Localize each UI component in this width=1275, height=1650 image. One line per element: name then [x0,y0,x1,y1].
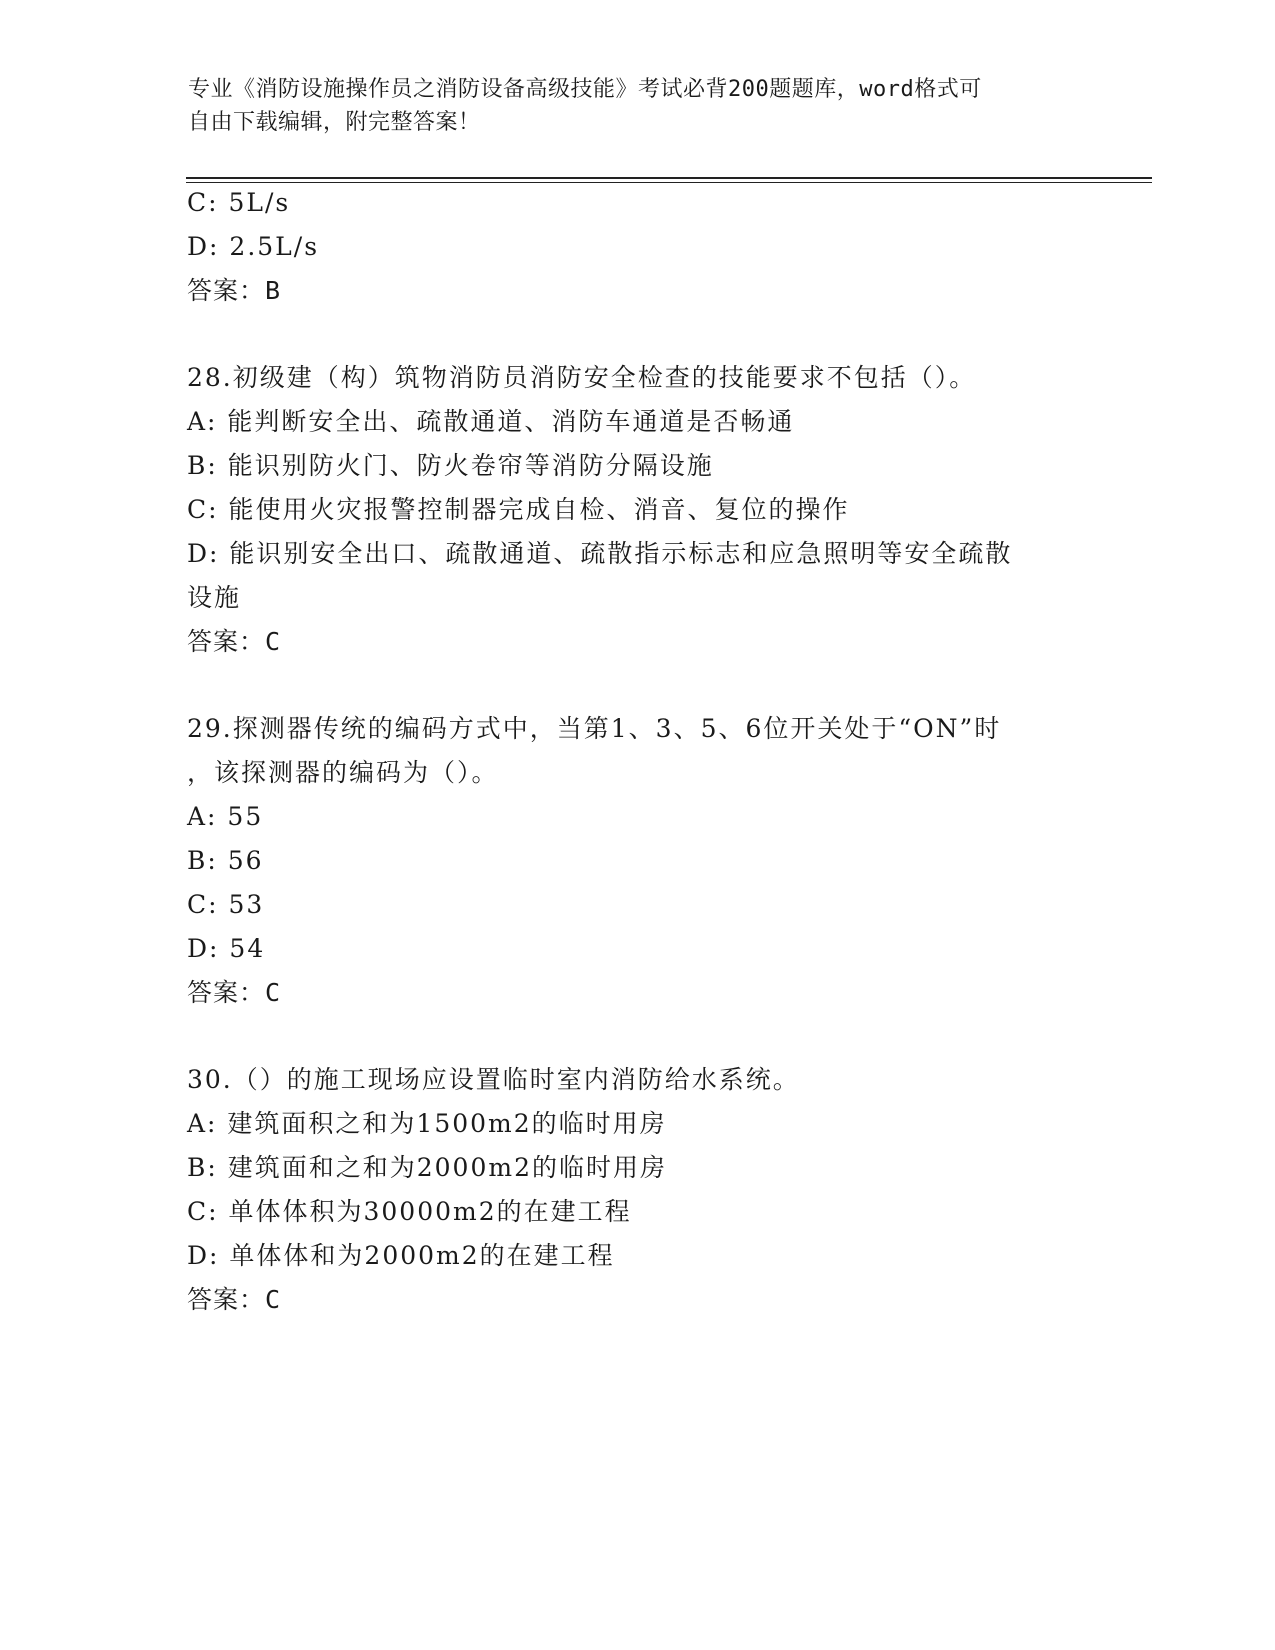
prev-question-option-c: C: 5L/s [187,188,291,217]
question-29-option-c: C: 53 [187,890,265,919]
question-29-stem-continued: ，该探测器的编码为（）。 [187,758,499,787]
question-28-option-c: C: 能使用火灾报警控制器完成自检、消音、复位的操作 [187,495,850,524]
question-29-option-b: B: 56 [187,846,264,875]
header-title-line-2: 自由下载编辑，附完整答案！ [188,110,481,135]
question-28-answer: 答案：C [187,627,282,656]
question-29-option-a: A: 55 [187,802,264,831]
header-title-line-1: 专业《消防设施操作员之消防设备高级技能》考试必背200题题库，word格式可 [188,77,982,102]
question-29-option-d: D: 54 [187,934,266,963]
question-30-option-c: C: 单体体积为30000m2的在建工程 [187,1197,632,1226]
question-30-option-a: A: 建筑面积之和为1500m2的临时用房 [187,1109,667,1138]
question-30-answer: 答案：C [187,1285,282,1314]
question-28-option-b: B: 能识别防火门、防火卷帘等消防分隔设施 [187,451,714,480]
question-30-stem: 30.（）的施工现场应设置临时室内消防给水系统。 [187,1065,800,1094]
question-28-option-d-continued: 设施 [187,583,242,612]
page-header [188,73,1088,139]
question-28-option-a: A: 能判断安全出、疏散通道、消防车通道是否畅通 [187,407,795,436]
header-divider-thin [186,182,1152,183]
header-divider-thick [186,177,1152,179]
prev-question-answer: 答案：B [187,276,282,305]
question-30-option-d: D: 单体体和为2000m2的在建工程 [187,1241,615,1270]
question-30-option-b: B: 建筑面和之和为2000m2的临时用房 [187,1153,667,1182]
question-29-stem: 29.探测器传统的编码方式中，当第1、3、5、6位开关处于“ON”时 [187,714,1002,743]
prev-question-option-d: D: 2.5L/s [187,232,320,261]
question-29-answer: 答案：C [187,978,282,1007]
question-28-stem: 28.初级建（构）筑物消防员消防安全检查的技能要求不包括（）。 [187,363,977,392]
question-28-option-d: D: 能识别安全出口、疏散通道、疏散指示标志和应急照明等安全疏散 [187,539,1013,568]
